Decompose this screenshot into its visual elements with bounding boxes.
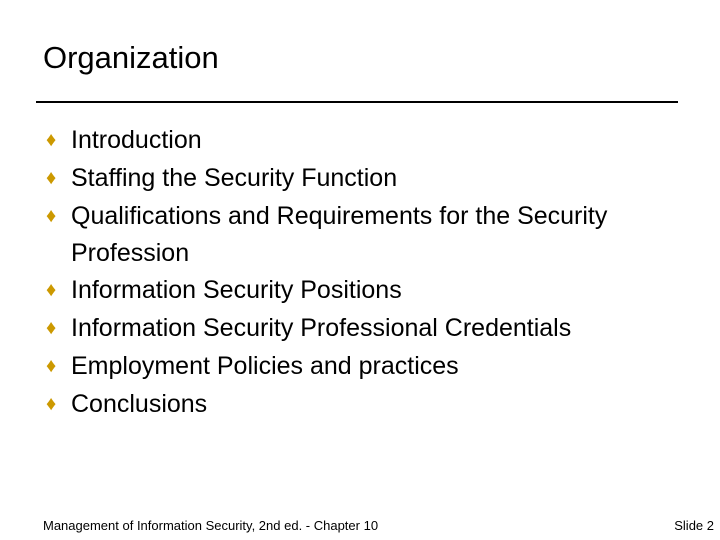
diamond-bullet-icon: ♦ (46, 204, 57, 227)
slide-title: Organization (43, 40, 219, 75)
bullet-list (46, 122, 686, 424)
diamond-bullet-icon: ♦ (46, 317, 57, 340)
diamond-bullet-icon: ♦ (46, 166, 57, 189)
diamond-bullet-icon: ♦ (46, 279, 57, 302)
bullet-item-qualifications (46, 198, 686, 272)
bullet-item-employment-policies (46, 348, 686, 385)
footer-source: Management of Information Security, 2nd ed. - Chapter 10 (43, 518, 379, 533)
bullet-text: Employment Policies and practices (71, 351, 459, 380)
bullet-item-conclusions (46, 386, 686, 423)
bullet-text: Introduction (71, 126, 202, 154)
bullet-text: Information Security Professional Credentials (71, 314, 572, 343)
bullet-text: Conclusions (71, 389, 208, 418)
bullet-item-introduction (46, 122, 686, 159)
title-divider (36, 101, 678, 103)
slide-number: Slide 2 (674, 518, 714, 533)
bullet-item-credentials (46, 310, 686, 347)
diamond-bullet-icon: ♦ (46, 354, 57, 377)
bullet-item-positions (46, 272, 686, 309)
bullet-text: Information Security Positions (71, 276, 402, 305)
bullet-text: Qualifications and Requirements for the Security Profession (71, 201, 608, 267)
bullet-text: Staffing the Security Function (71, 163, 398, 192)
diamond-bullet-icon: ♦ (46, 392, 57, 415)
diamond-bullet-icon: ♦ (46, 129, 57, 151)
bullet-item-staffing (46, 160, 686, 197)
